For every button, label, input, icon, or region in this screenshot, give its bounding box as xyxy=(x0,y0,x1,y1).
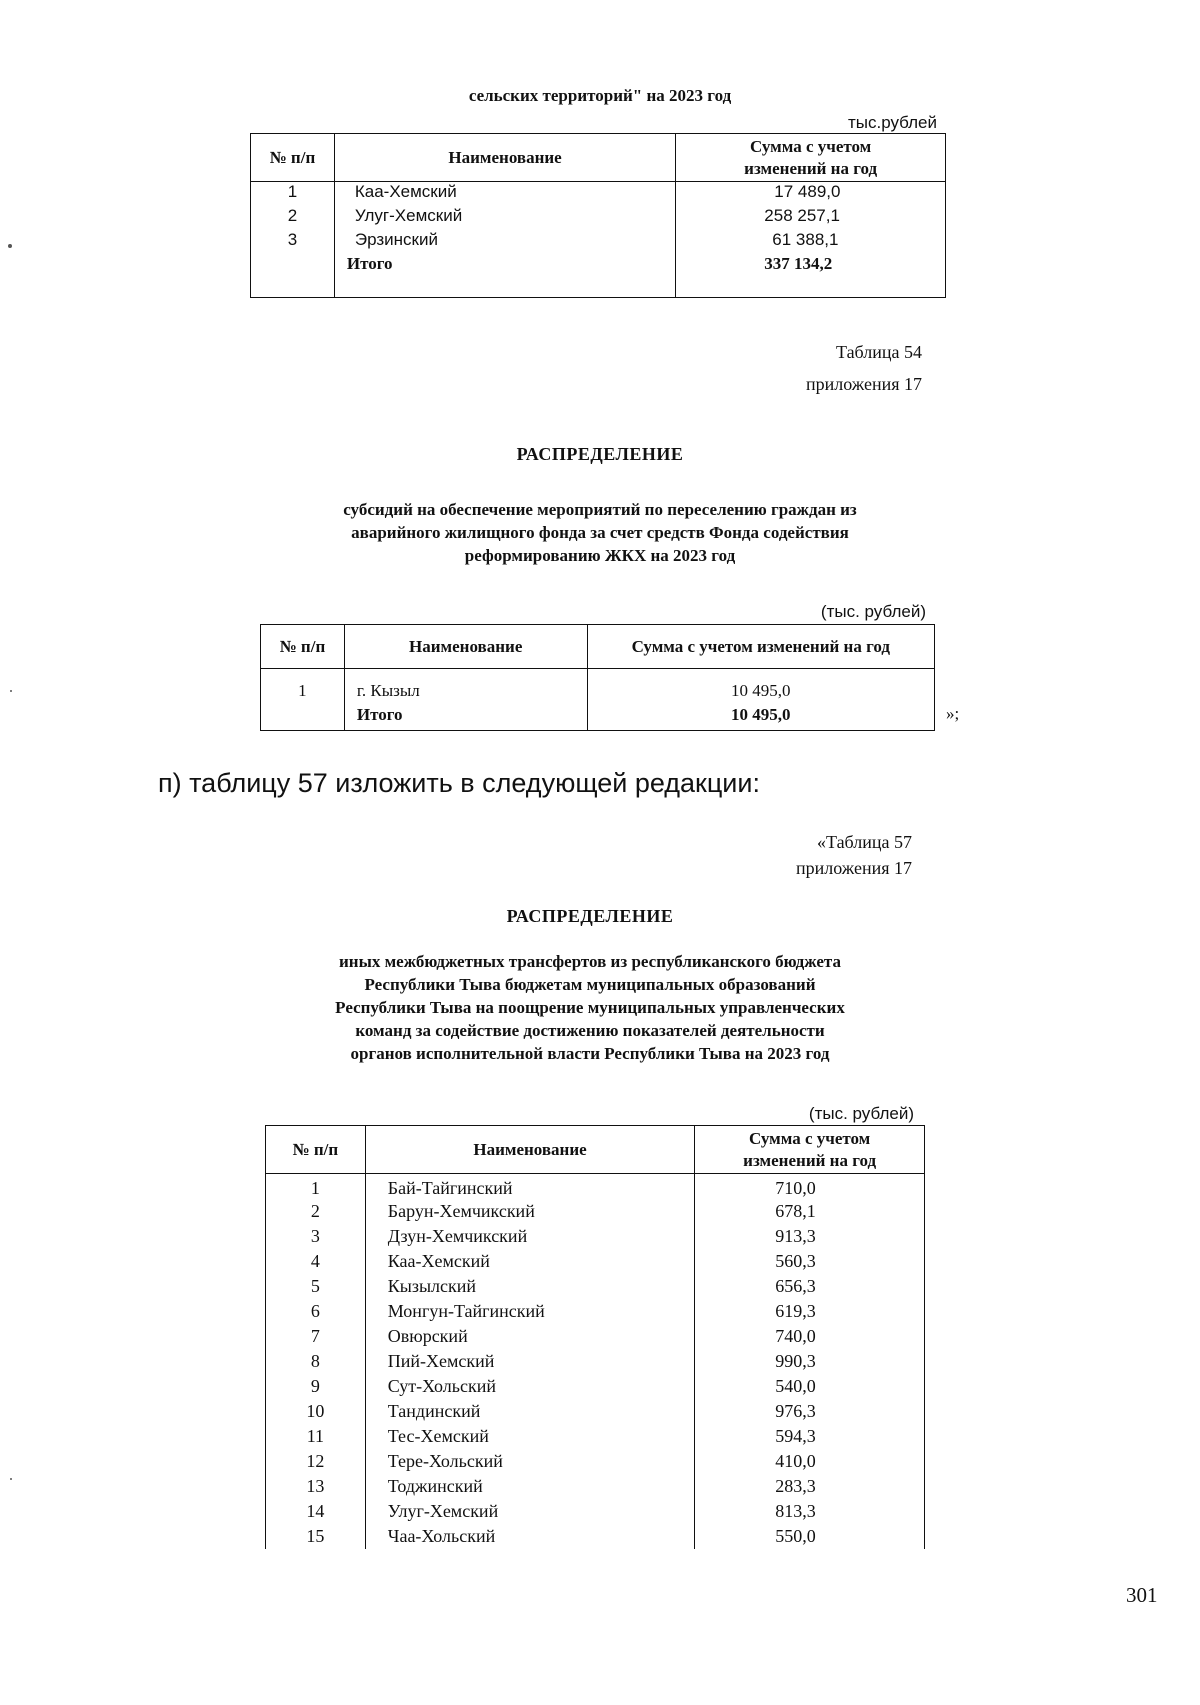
table1-header-sum-line2: изменений на год xyxy=(744,158,878,178)
table1-total-sum: 337 134,2 xyxy=(764,253,833,273)
table1-total-label: Итого xyxy=(334,254,675,298)
table-row xyxy=(261,669,935,701)
table57-cell-no: 13 xyxy=(266,1474,366,1499)
table57 xyxy=(265,1125,925,1549)
table57-cell-name: Монгун-Тайгинский xyxy=(365,1299,695,1324)
table57-cell-no: 7 xyxy=(266,1324,366,1349)
instruction-paragraph: п) таблицу 57 изложить в следующей редакции: xyxy=(158,768,760,798)
table57-header-sum-line2: изменений на год xyxy=(743,1150,877,1170)
table54-cell-no: 1 xyxy=(261,669,345,701)
table1-cell-name: Эрзинский xyxy=(334,230,675,254)
table57-header-no: № п/п xyxy=(266,1126,366,1174)
table54-ref-line2: приложения 17 xyxy=(805,374,922,394)
table57-cell-no: 5 xyxy=(266,1274,366,1299)
table57-cell-no: 10 xyxy=(266,1399,366,1424)
table-row xyxy=(266,1524,925,1549)
table57-cell-name: Улуг-Хемский xyxy=(365,1499,695,1524)
table57-header-sum xyxy=(695,1126,925,1174)
table1-header-row xyxy=(251,134,946,182)
table57-header-row xyxy=(266,1126,925,1174)
table54-closing-mark: »; xyxy=(946,704,960,723)
table1-header-sum xyxy=(676,134,946,182)
table1-cell-sum: 61 388,1 xyxy=(772,229,839,249)
table54-header-no: № п/п xyxy=(261,625,345,669)
table57-cell-no: 4 xyxy=(266,1249,366,1274)
table57-cell-sum: 656,3 xyxy=(775,1276,816,1296)
table54-total-row xyxy=(261,701,935,731)
table1-unit: тыс.рублей xyxy=(847,113,937,132)
table-row xyxy=(266,1249,925,1274)
scan-speck xyxy=(10,690,12,692)
table54 xyxy=(260,624,935,731)
table-row xyxy=(266,1274,925,1299)
table57-header-sum-line1: Сумма с учетом xyxy=(749,1128,871,1148)
table54-header-sum: Сумма с учетом изменений на год xyxy=(587,625,934,669)
table-row xyxy=(251,230,946,254)
table57-cell-no: 6 xyxy=(266,1299,366,1324)
table57-cell-no: 14 xyxy=(266,1499,366,1524)
table57-cell-no: 15 xyxy=(266,1524,366,1549)
table-row xyxy=(266,1174,925,1200)
table57-cell-name: Бай-Тайгинский xyxy=(365,1174,695,1200)
table54-subtitle xyxy=(200,498,1000,567)
table57-cell-name: Чаа-Хольский xyxy=(365,1524,695,1549)
table-row xyxy=(266,1299,925,1324)
table57-cell-name: Кызылский xyxy=(365,1274,695,1299)
table57-cell-name: Тес-Хемский xyxy=(365,1424,695,1449)
table1-cell-no: 1 xyxy=(251,182,335,206)
table57-wrapper xyxy=(265,1125,925,1551)
table54-total-label: Итого xyxy=(344,701,587,731)
table-row xyxy=(266,1399,925,1424)
table57-cell-sum: 550,0 xyxy=(775,1526,816,1546)
table57-subtitle-line: иных межбюджетных трансфертов из республиканского бюджета xyxy=(338,952,841,971)
table57-cell-no: 1 xyxy=(266,1174,366,1200)
table57-cell-name: Барун-Хемчикский xyxy=(365,1199,695,1224)
table1-header-sum-line1: Сумма с учетом xyxy=(750,136,872,156)
table57-cell-sum: 410,0 xyxy=(775,1451,816,1471)
table57-subtitle-line: команд за содействие достижению показателей деятельности xyxy=(355,1021,825,1040)
table1-cell-name: Улуг-Хемский xyxy=(334,206,675,230)
table57-subtitle xyxy=(190,950,990,1065)
table57-cell-name: Пий-Хемский xyxy=(365,1349,695,1374)
table54-header-name: Наименование xyxy=(344,625,587,669)
table-row xyxy=(266,1349,925,1374)
table57-cell-no: 3 xyxy=(266,1224,366,1249)
table57-cell-name: Тандинский xyxy=(365,1399,695,1424)
table1 xyxy=(250,133,946,298)
table57-cell-name: Овюрский xyxy=(365,1324,695,1349)
table1-header-name: Наименование xyxy=(334,134,675,182)
table57-subtitle-line: Республики Тыва бюджетам муниципальных образований xyxy=(364,975,816,994)
table1-cell-no: 3 xyxy=(251,230,335,254)
table57-ref-line1: «Таблица 57 xyxy=(817,832,912,852)
table57-subtitle-line: Республики Тыва на поощрение муниципальных управленческих xyxy=(335,998,845,1017)
table57-title: РАСПРЕДЕЛЕНИЕ xyxy=(506,906,674,926)
table57-header-name: Наименование xyxy=(365,1126,695,1174)
table54-cell-sum: 10 495,0 xyxy=(731,680,791,700)
table57-body xyxy=(266,1174,925,1550)
table57-cell-sum: 283,3 xyxy=(775,1476,816,1496)
table-row xyxy=(266,1449,925,1474)
table57-cell-sum: 678,1 xyxy=(775,1201,816,1221)
table57-cell-sum: 560,3 xyxy=(775,1251,816,1271)
table1-cell-name: Каа-Хемский xyxy=(334,182,675,206)
table57-subtitle-line: органов исполнительной власти Республики Тыва на 2023 год xyxy=(350,1044,830,1063)
table-row xyxy=(251,206,946,230)
table-row xyxy=(266,1424,925,1449)
table57-cell-name: Каа-Хемский xyxy=(365,1249,695,1274)
table1-cell-no: 2 xyxy=(251,206,335,230)
table57-cell-sum: 990,3 xyxy=(775,1351,816,1371)
table54-title: РАСПРЕДЕЛЕНИЕ xyxy=(516,444,684,464)
table57-cell-no: 12 xyxy=(266,1449,366,1474)
table57-cell-name: Сут-Хольский xyxy=(365,1374,695,1399)
table57-cell-no: 2 xyxy=(266,1199,366,1224)
table57-cell-sum: 740,0 xyxy=(775,1326,816,1346)
table54-total-sum: 10 495,0 xyxy=(731,705,791,725)
table57-cell-name: Тере-Хольский xyxy=(365,1449,695,1474)
table1-heading: сельских территорий" на 2023 год xyxy=(468,86,732,105)
table57-cell-sum: 540,0 xyxy=(775,1376,816,1396)
table57-cell-sum: 594,3 xyxy=(775,1426,816,1446)
table-row xyxy=(266,1224,925,1249)
table57-cell-sum: 913,3 xyxy=(775,1226,816,1246)
table1-header-no: № п/п xyxy=(251,134,335,182)
table54-ref-line1: Таблица 54 xyxy=(836,342,922,362)
scan-speck xyxy=(8,244,12,248)
table57-cell-sum: 813,3 xyxy=(775,1501,816,1521)
table-row xyxy=(266,1199,925,1224)
table-row xyxy=(266,1499,925,1524)
table-row xyxy=(266,1474,925,1499)
page-number: 301 xyxy=(1126,1583,1158,1607)
table57-cell-sum: 710,0 xyxy=(775,1178,816,1198)
table57-cell-sum: 619,3 xyxy=(775,1301,816,1321)
table54-subtitle-line: реформированию ЖКХ на 2023 год xyxy=(464,546,736,565)
table1-cell-sum: 17 489,0 xyxy=(774,182,841,201)
table57-ref-line2: приложения 17 xyxy=(795,858,912,878)
table57-cell-name: Тоджинский xyxy=(365,1474,695,1499)
table1-cell-sum: 258 257,1 xyxy=(764,205,840,225)
table57-cell-no: 8 xyxy=(266,1349,366,1374)
table57-cell-no: 9 xyxy=(266,1374,366,1399)
table57-unit: (тыс. рублей) xyxy=(808,1104,914,1123)
table-row xyxy=(251,182,946,206)
table54-header-row xyxy=(261,625,935,669)
table54-subtitle-line: аварийного жилищного фонда за счет средств Фонда содействия xyxy=(351,523,849,542)
table57-cell-name: Дзун-Хемчикский xyxy=(365,1224,695,1249)
table57-cell-no: 11 xyxy=(266,1424,366,1449)
table1-total-row xyxy=(251,254,946,298)
table54-cell-name: г. Кызыл xyxy=(344,669,587,701)
table54-unit: (тыс. рублей) xyxy=(820,602,926,621)
scan-speck xyxy=(10,1478,12,1480)
table54-subtitle-line: субсидий на обеспечение мероприятий по переселению граждан из xyxy=(343,500,857,519)
table-row xyxy=(266,1374,925,1399)
table-row xyxy=(266,1324,925,1349)
table57-cell-sum: 976,3 xyxy=(775,1401,816,1421)
